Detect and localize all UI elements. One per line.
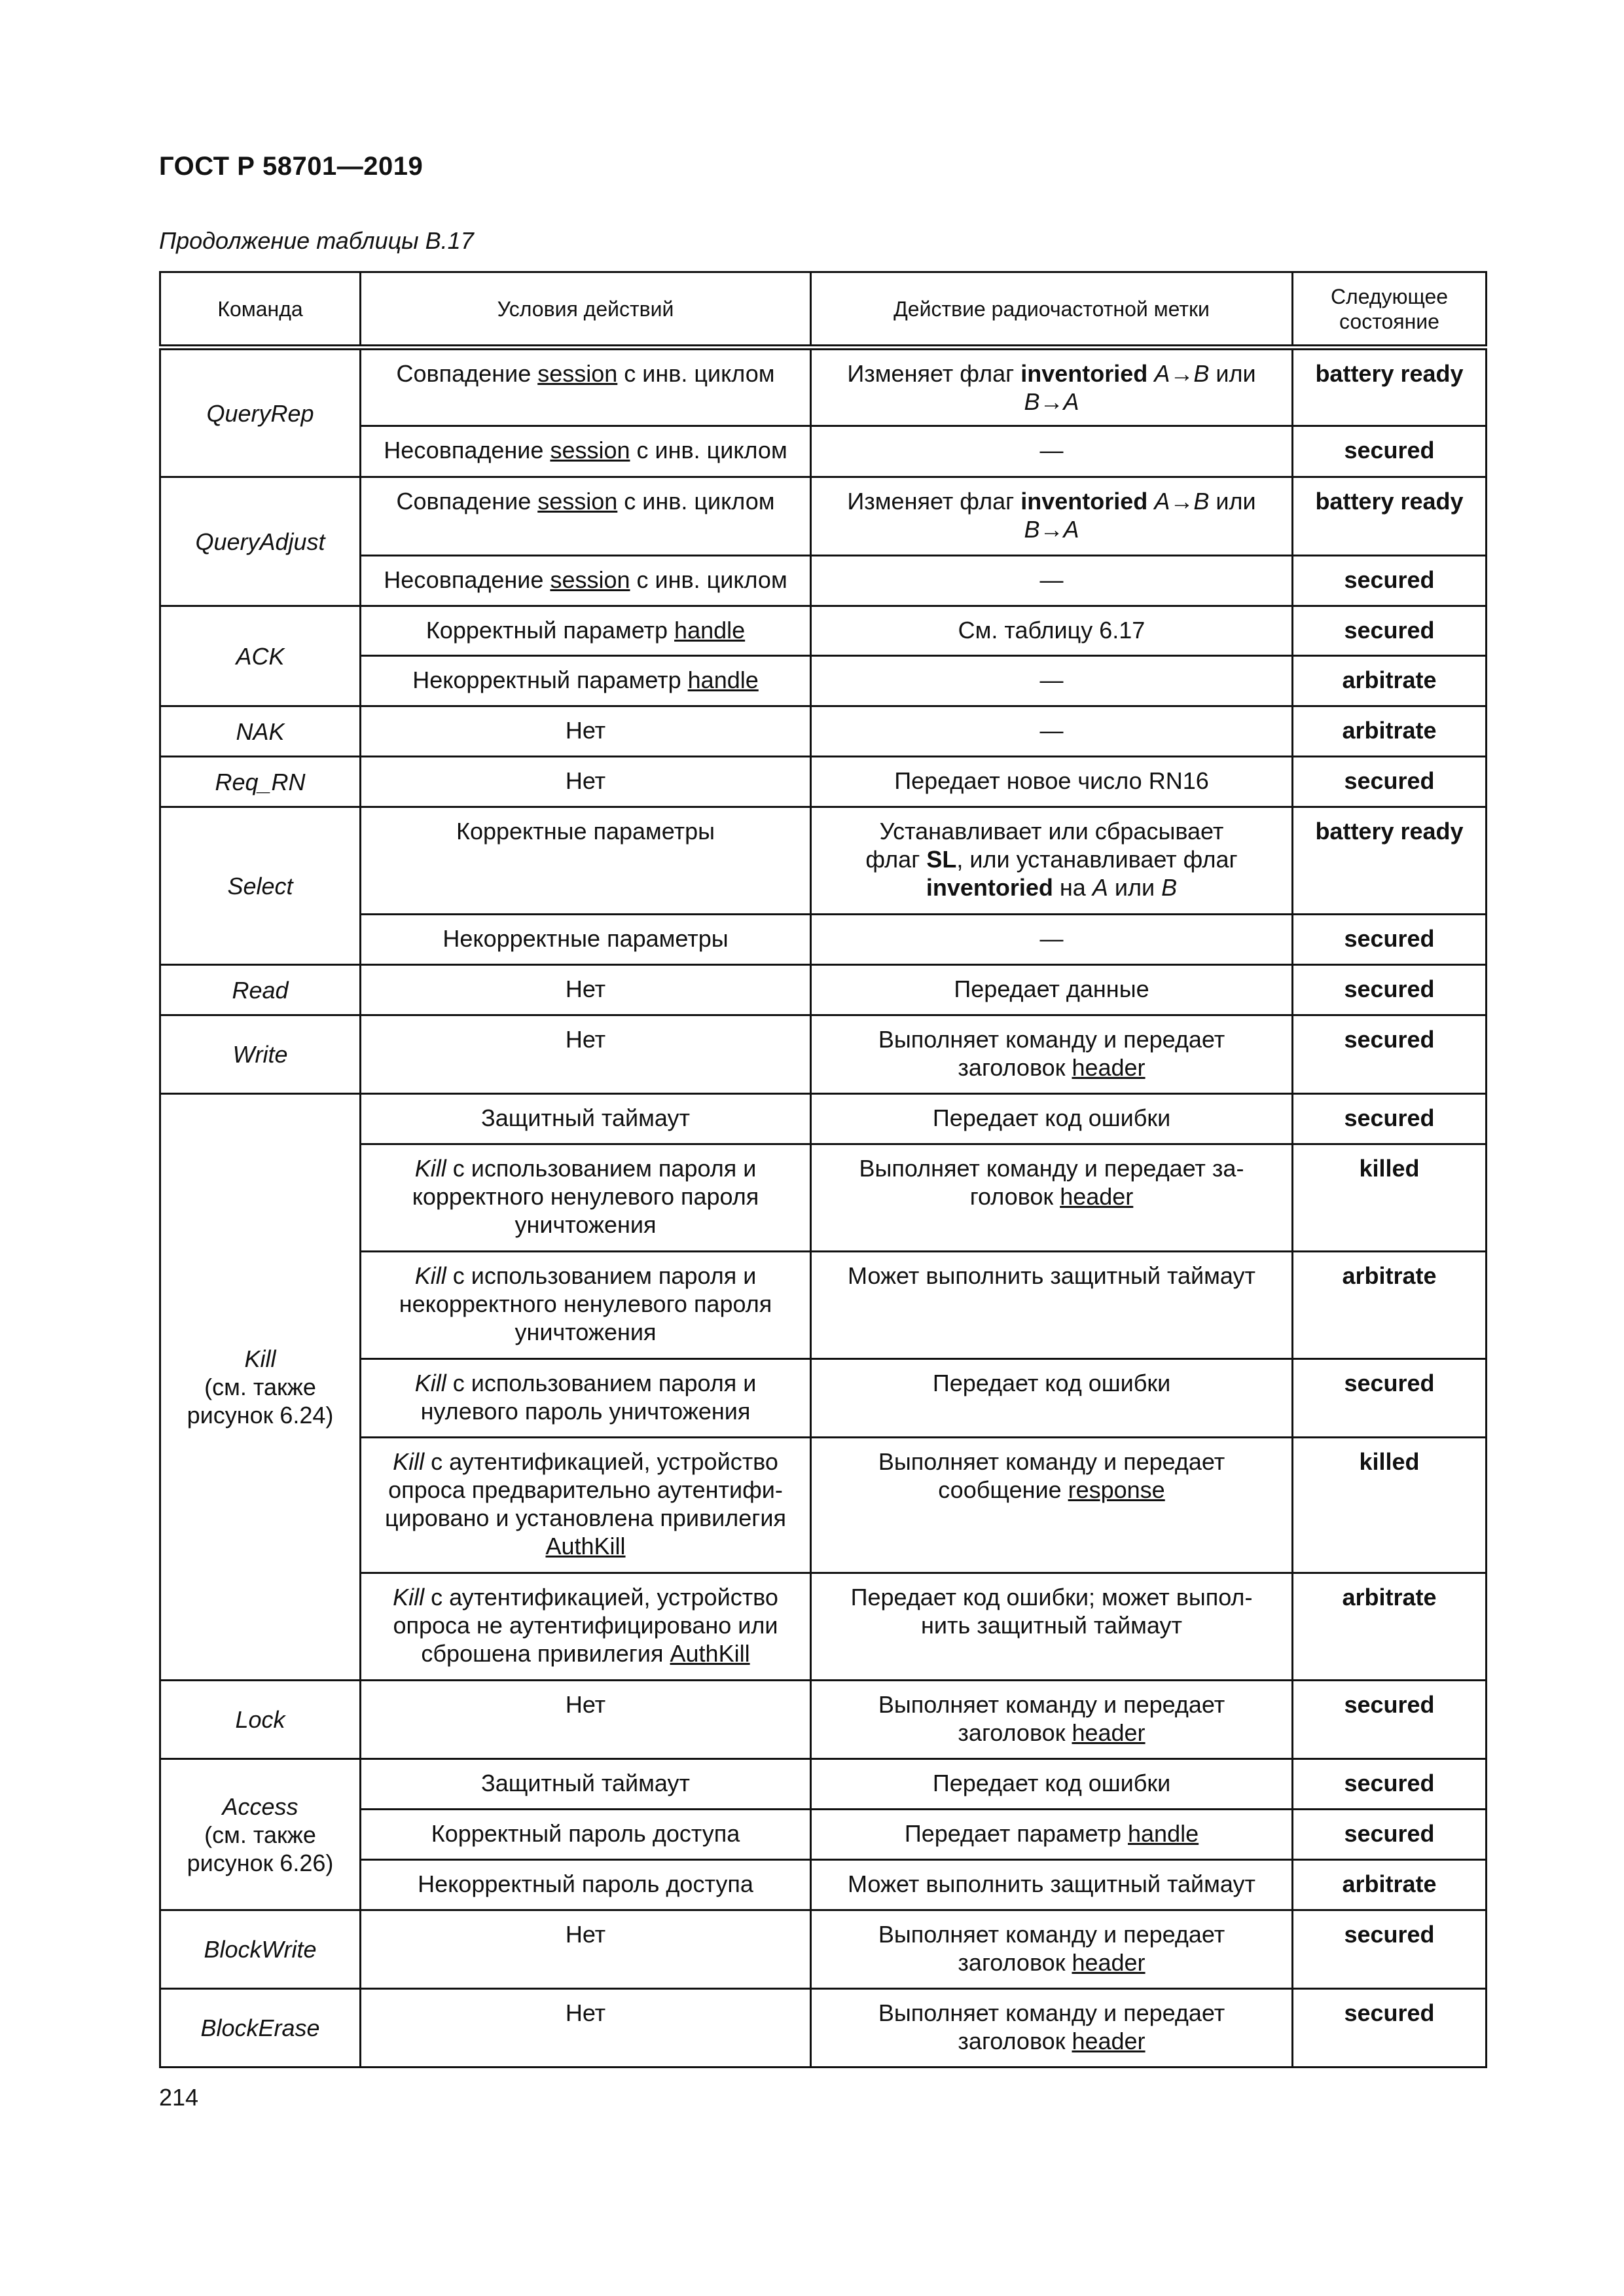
- command-note: (см. также: [204, 1821, 316, 1848]
- command-name: Write: [232, 1041, 288, 1068]
- action-cell: Выполняет команду и передает сообщение response: [811, 1438, 1293, 1573]
- underlined-term: handle: [674, 617, 746, 644]
- action-cell: Передает код ошибки: [811, 1359, 1293, 1438]
- table-row: [160, 1681, 1487, 1759]
- next-state-cell: secured: [1293, 1681, 1487, 1759]
- page-number: 214: [159, 2084, 199, 2111]
- action-cell: Выполняет команду и передает заголовок header: [811, 1015, 1293, 1094]
- command-name: Kill: [244, 1345, 276, 1372]
- underlined-term: session: [537, 488, 618, 515]
- command-table: [159, 271, 1487, 2068]
- next-state-cell: secured: [1293, 965, 1487, 1015]
- italic-term: A: [1063, 516, 1079, 543]
- column-header-tag-action: Действие радиочастотной метки: [811, 272, 1293, 348]
- action-cell: Устанавливает или сбрасывает флаг SL, или устанавливает флаг inventoried на A или B: [811, 807, 1293, 915]
- italic-term: Kill: [393, 1584, 425, 1611]
- column-header-next-state: Следующее состояние: [1293, 272, 1487, 348]
- underlined-term: session: [537, 360, 618, 387]
- command-name: BlockErase: [200, 2014, 320, 2041]
- next-state-cell: secured: [1293, 757, 1487, 807]
- command-name: Select: [227, 872, 293, 900]
- table-row: [160, 757, 1487, 807]
- condition-cell: Несовпадение session с инв. циклом: [361, 556, 811, 606]
- condition-cell: Нет: [361, 1910, 811, 1989]
- table-row: [160, 606, 1487, 656]
- command-cell: [160, 965, 361, 1015]
- condition-cell: Нет: [361, 1989, 811, 2068]
- next-state-cell: killed: [1293, 1144, 1487, 1252]
- action-cell: Передает код ошибки; может выпол- нить защитный таймаут: [811, 1573, 1293, 1681]
- command-name: QueryAdjust: [195, 528, 325, 555]
- next-state-cell: secured: [1293, 1910, 1487, 1989]
- command-cell: [160, 477, 361, 606]
- table-row: [160, 1015, 1487, 1094]
- italic-term: A: [1063, 388, 1079, 415]
- next-state-cell: secured: [1293, 1015, 1487, 1094]
- underlined-term: header: [1072, 2028, 1146, 2054]
- condition-cell: Нет: [361, 1681, 811, 1759]
- condition-cell: Нет: [361, 757, 811, 807]
- action-cell: Выполняет команду и передает заголовок header: [811, 1681, 1293, 1759]
- next-state-cell: battery ready: [1293, 477, 1487, 556]
- action-cell: Выполняет команду и передает за- головок header: [811, 1144, 1293, 1252]
- underlined-term: header: [1072, 1719, 1146, 1746]
- next-state-cell: secured: [1293, 915, 1487, 965]
- next-state-cell: secured: [1293, 1989, 1487, 2068]
- command-cell: [160, 348, 361, 477]
- action-cell: Изменяет флаг inventoried A→B или B→A: [811, 477, 1293, 556]
- action-cell: Передает новое число RN16: [811, 757, 1293, 807]
- condition-cell: Некорректный параметр handle: [361, 656, 811, 706]
- table-row: [160, 1989, 1487, 2068]
- underlined-term: header: [1072, 1949, 1146, 1976]
- action-cell: Может выполнить защитный таймаут: [811, 1252, 1293, 1359]
- command-name: ACK: [236, 642, 285, 670]
- next-state-cell: arbitrate: [1293, 706, 1487, 757]
- underlined-term: session: [550, 437, 630, 464]
- action-cell: —: [811, 556, 1293, 606]
- condition-cell: Некорректный пароль доступа: [361, 1860, 811, 1910]
- table-row: [160, 348, 1487, 426]
- condition-cell: Защитный таймаут: [361, 1094, 811, 1144]
- table-row: [160, 1094, 1487, 1144]
- next-state-cell: battery ready: [1293, 348, 1487, 426]
- table-row: [160, 477, 1487, 556]
- italic-term: A: [1092, 874, 1108, 901]
- underlined-term: session: [550, 566, 630, 593]
- underlined-term: header: [1060, 1183, 1134, 1210]
- table-row: [160, 706, 1487, 757]
- command-name: BlockWrite: [204, 1936, 317, 1963]
- next-state-cell: arbitrate: [1293, 1573, 1487, 1681]
- condition-cell: Защитный таймаут: [361, 1759, 811, 1810]
- next-state-cell: killed: [1293, 1438, 1487, 1573]
- underlined-term: response: [1068, 1476, 1165, 1503]
- action-cell: —: [811, 915, 1293, 965]
- command-name: Access: [222, 1793, 298, 1820]
- underlined-term: handle: [687, 666, 759, 693]
- condition-cell: Совпадение session с инв. циклом: [361, 348, 811, 426]
- command-name: Lock: [235, 1706, 285, 1733]
- command-name: Read: [232, 976, 289, 1004]
- italic-term: A: [1154, 360, 1170, 387]
- next-state-cell: secured: [1293, 606, 1487, 656]
- condition-cell: Несовпадение session с инв. циклом: [361, 426, 811, 477]
- table-header: [160, 272, 1487, 348]
- document-code: ГОСТ Р 58701—2019: [159, 152, 424, 181]
- command-cell: [160, 706, 361, 757]
- column-header-command: Команда: [160, 272, 361, 348]
- next-state-cell: secured: [1293, 556, 1487, 606]
- next-state-cell: arbitrate: [1293, 1860, 1487, 1910]
- italic-term: Kill: [414, 1155, 446, 1182]
- command-cell: [160, 1989, 361, 2068]
- bold-term: inventoried: [1020, 360, 1148, 387]
- action-cell: Передает данные: [811, 965, 1293, 1015]
- condition-cell: Kill с использованием пароля и корректного ненулевого пароля уничтожения: [361, 1144, 811, 1252]
- command-cell: [160, 807, 361, 965]
- underlined-term: AuthKill: [670, 1640, 750, 1667]
- table-caption: Продолжение таблицы В.17: [159, 227, 474, 254]
- action-cell: См. таблицу 6.17: [811, 606, 1293, 656]
- action-cell: Изменяет флаг inventoried A→B или B→A: [811, 348, 1293, 426]
- action-cell: —: [811, 656, 1293, 706]
- command-cell: [160, 1094, 361, 1681]
- italic-term: B: [1024, 388, 1040, 415]
- command-note: рисунок 6.24): [187, 1402, 334, 1429]
- command-name: Req_RN: [215, 768, 306, 795]
- command-cell: [160, 1015, 361, 1094]
- command-name: NAK: [236, 718, 285, 745]
- italic-term: Kill: [414, 1370, 446, 1396]
- action-cell: Может выполнить защитный таймаут: [811, 1860, 1293, 1910]
- condition-cell: Kill с использованием пароля и нулевого пароль уничтожения: [361, 1359, 811, 1438]
- italic-term: A: [1154, 488, 1170, 515]
- command-cell: [160, 606, 361, 706]
- action-cell: —: [811, 426, 1293, 477]
- condition-cell: Нет: [361, 965, 811, 1015]
- next-state-cell: battery ready: [1293, 807, 1487, 915]
- condition-cell: Совпадение session с инв. циклом: [361, 477, 811, 556]
- italic-term: B: [1193, 360, 1210, 387]
- italic-term: B: [1193, 488, 1210, 515]
- command-cell: [160, 757, 361, 807]
- action-cell: Передает параметр handle: [811, 1810, 1293, 1860]
- table-row: [160, 1910, 1487, 1989]
- condition-cell: Нет: [361, 1015, 811, 1094]
- condition-cell: Kill с использованием пароля и некорректного ненулевого пароля уничтожения: [361, 1252, 811, 1359]
- command-note: рисунок 6.26): [187, 1849, 334, 1876]
- underlined-term: AuthKill: [545, 1533, 626, 1559]
- condition-cell: Kill с аутентификацией, устройство опроса не аутентифицировано или сброшена привилегия AuthKill: [361, 1573, 811, 1681]
- command-note: (см. также: [204, 1374, 316, 1400]
- next-state-cell: arbitrate: [1293, 656, 1487, 706]
- next-state-cell: secured: [1293, 1094, 1487, 1144]
- bold-term: SL: [926, 846, 957, 873]
- action-cell: Передает код ошибки: [811, 1759, 1293, 1810]
- table-body: [160, 348, 1487, 2068]
- action-cell: Передает код ошибки: [811, 1094, 1293, 1144]
- condition-cell: Некорректные параметры: [361, 915, 811, 965]
- next-state-cell: secured: [1293, 1810, 1487, 1860]
- action-cell: —: [811, 706, 1293, 757]
- italic-term: Kill: [414, 1262, 446, 1289]
- condition-cell: Корректный параметр handle: [361, 606, 811, 656]
- command-cell: [160, 1759, 361, 1910]
- bold-term: inventoried: [1020, 488, 1148, 515]
- italic-term: B: [1024, 516, 1040, 543]
- command-cell: [160, 1681, 361, 1759]
- italic-term: B: [1161, 874, 1178, 901]
- underlined-term: header: [1072, 1054, 1146, 1081]
- table-row: [160, 965, 1487, 1015]
- next-state-cell: secured: [1293, 1359, 1487, 1438]
- command-name: QueryRep: [206, 399, 314, 427]
- action-cell: Выполняет команду и передает заголовок header: [811, 1910, 1293, 1989]
- next-state-cell: secured: [1293, 426, 1487, 477]
- condition-cell: Корректные параметры: [361, 807, 811, 915]
- condition-cell: Нет: [361, 706, 811, 757]
- command-cell: [160, 1910, 361, 1989]
- condition-cell: Корректный пароль доступа: [361, 1810, 811, 1860]
- next-state-cell: secured: [1293, 1759, 1487, 1810]
- condition-cell: Kill с аутентификацией, устройство опроса предварительно аутентифи- цировано и установлена привилегия AuthKill: [361, 1438, 811, 1573]
- table-row: [160, 807, 1487, 915]
- column-header-conditions: Условия действий: [361, 272, 811, 348]
- table-row: [160, 1759, 1487, 1810]
- italic-term: Kill: [393, 1448, 425, 1475]
- next-state-cell: arbitrate: [1293, 1252, 1487, 1359]
- bold-term: inventoried: [926, 874, 1053, 901]
- action-cell: Выполняет команду и передает заголовок header: [811, 1989, 1293, 2068]
- underlined-term: handle: [1128, 1820, 1199, 1847]
